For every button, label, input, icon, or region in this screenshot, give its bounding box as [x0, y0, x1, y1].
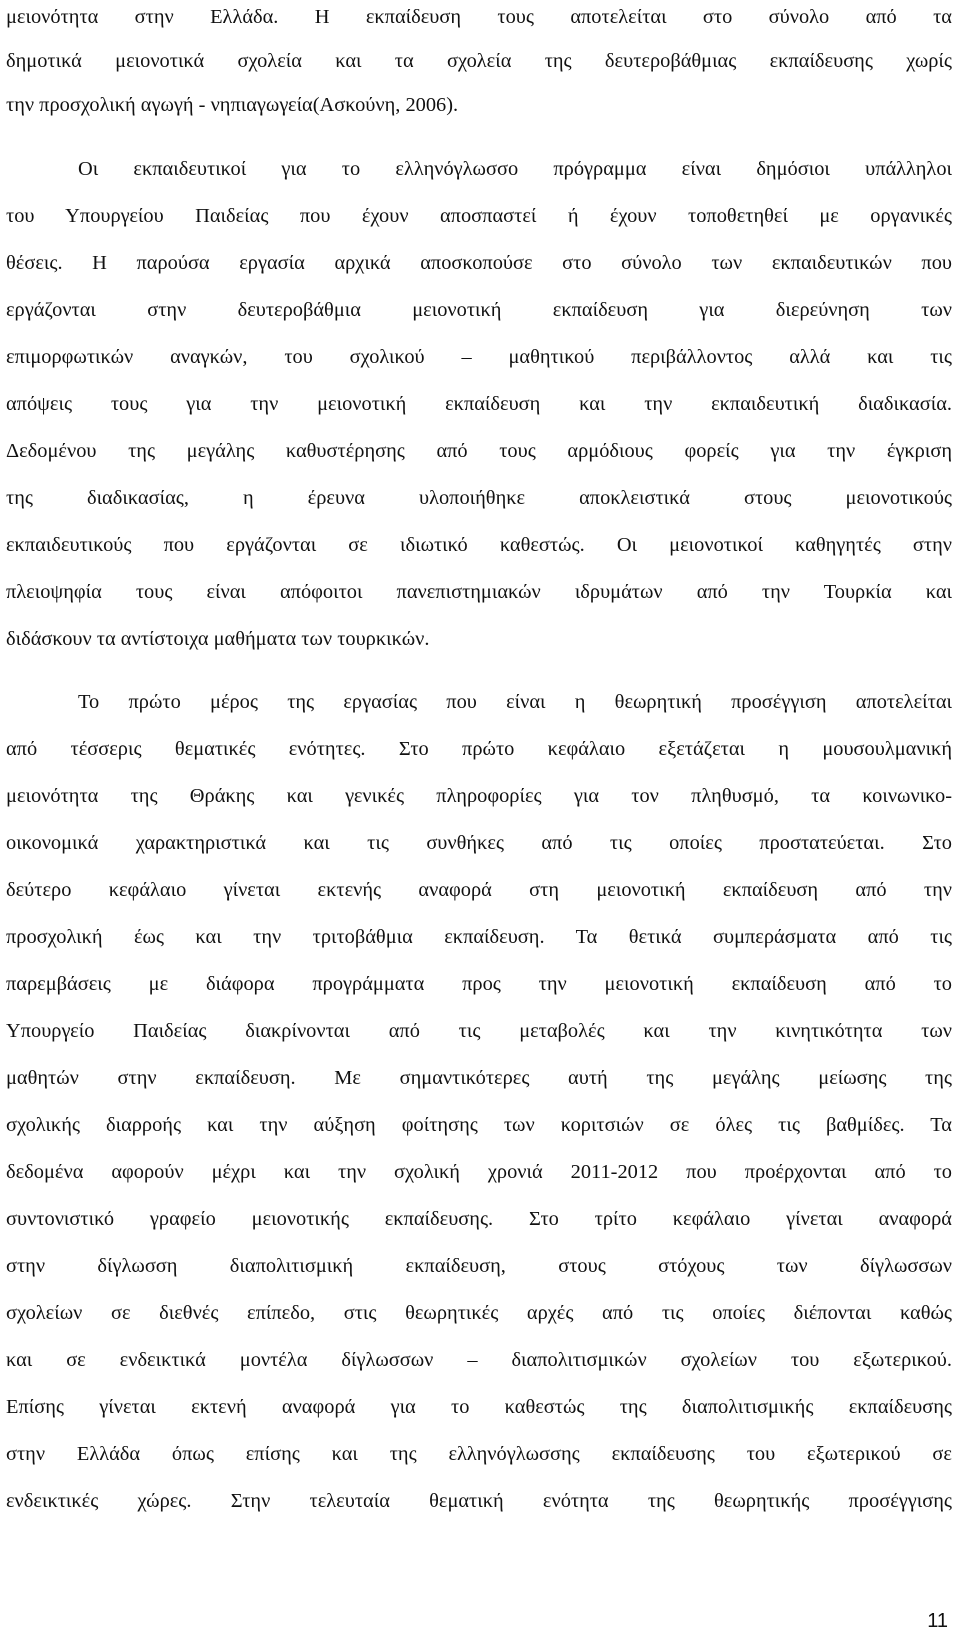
paragraph-3-line-14: σχολείων σε διεθνές επίπεδο, στις θεωρητικές αρχές από τις οποίες διέπονται καθώς [6, 1302, 952, 1324]
paragraph-3-line-7: παρεμβάσεις με διάφορα προγράμματα προς την μειονοτική εκπαίδευση από το [6, 973, 952, 995]
page-number: 11 [927, 1610, 948, 1632]
paragraph-2-line-3: θέσεις. Η παρούσα εργασία αρχικά αποσκοπούσε στο σύνολο των εκπαιδευτικών που [6, 252, 952, 274]
paragraph-2-line-1: Οι εκπαιδευτικοί για το ελληνόγλωσσο πρόγραμμα είναι δημόσιοι υπάλληλοι [78, 158, 952, 180]
paragraph-3-line-15: και σε ενδεικτικά μοντέλα δίγλωσσων – διαπολιτισμικών σχολείων του εξωτερικού. [6, 1349, 952, 1371]
paragraph-3-line-17: στην Ελλάδα όπως επίσης και της ελληνόγλωσσης εκπαίδευσης του εξωτερικού σε [6, 1443, 952, 1465]
paragraph-3-line-3: μειονότητα της Θράκης και γενικές πληροφορίες για τον πληθυσμό, τα κοινωνικο- [6, 785, 952, 807]
paragraph-2-line-6: απόψεις τους για την μειονοτική εκπαίδευση και την εκπαιδευτική διαδικασία. [6, 393, 952, 415]
paragraph-3-line-9: μαθητών στην εκπαίδευση. Με σημαντικότερες αυτή της μεγάλης μείωσης της [6, 1067, 952, 1089]
paragraph-3-line-12: συντονιστικό γραφείο μειονοτικής εκπαίδευσης. Στο τρίτο κεφάλαιο γίνεται αναφορά [6, 1208, 952, 1230]
paragraph-2-line-11: διδάσκουν τα αντίστοιχα μαθήματα των τουρκικών. [6, 628, 430, 650]
paragraph-2-line-9: εκπαιδευτικούς που εργάζονται σε ιδιωτικό καθεστώς. Οι μειονοτικοί καθηγητές στην [6, 534, 952, 556]
paragraph-3-line-5: δεύτερο κεφάλαιο γίνεται εκτενής αναφορά στη μειονοτική εκπαίδευση από την [6, 879, 952, 901]
paragraph-1-line-1: μειονότητα στην Ελλάδα. Η εκπαίδευση τους αποτελείται στο σύνολο από τα [6, 6, 952, 28]
paragraph-3-line-11: δεδομένα αφορούν μέχρι και την σχολική χρονιά 2011-2012 που προέρχονται από το [6, 1161, 952, 1183]
paragraph-2-line-2: του Υπουργείου Παιδείας που έχουν αποσπαστεί ή έχουν τοποθετηθεί με οργανικές [6, 205, 952, 227]
paragraph-2-line-10: πλειοψηφία τους είναι απόφοιτοι πανεπιστημιακών ιδρυμάτων από την Τουρκία και [6, 581, 952, 603]
paragraph-3-line-10: σχολικής διαρροής και την αύξηση φοίτησης των κοριτσιών σε όλες τις βαθμίδες. Τα [6, 1114, 952, 1136]
paragraph-1-line-2: δημοτικά μειονοτικά σχολεία και τα σχολεία της δευτεροβάθμιας εκπαίδευσης χωρίς [6, 50, 952, 72]
paragraph-2-line-4: εργάζονται στην δευτεροβάθμια μειονοτική εκπαίδευση για διερεύνηση των [6, 299, 952, 321]
paragraph-3-line-13: στην δίγλωσση διαπολιτισμική εκπαίδευση, στους στόχους των δίγλωσσων [6, 1255, 952, 1277]
paragraph-3-line-6: προσχολική έως και την τριτοβάθμια εκπαίδευση. Τα θετικά συμπεράσματα από τις [6, 926, 952, 948]
paragraph-2-line-8: της διαδικασίας, η έρευνα υλοποιήθηκε αποκλειστικά στους μειονοτικούς [6, 487, 952, 509]
paragraph-2-line-7: Δεδομένου της μεγάλης καθυστέρησης από τους αρμόδιους φορείς για την έγκριση [6, 440, 952, 462]
paragraph-3-line-18: ενδεικτικές χώρες. Στην τελευταία θεματική ενότητα της θεωρητικής προσέγγισης [6, 1490, 952, 1512]
paragraph-3-line-8: Υπουργείο Παιδείας διακρίνονται από τις μεταβολές και την κινητικότητα των [6, 1020, 952, 1042]
paragraph-1-line-3: την προσχολική αγωγή - νηπιαγωγεία(Ασκούνη, 2006). [6, 94, 459, 116]
paragraph-3-line-1: Το πρώτο μέρος της εργασίας που είναι η θεωρητική προσέγγιση αποτελείται [78, 691, 952, 713]
paragraph-3-line-4: οικονομικά χαρακτηριστικά και τις συνθήκες από τις οποίες προστατεύεται. Στο [6, 832, 952, 854]
paragraph-2-line-5: επιμορφωτικών αναγκών, του σχολικού – μαθητικού περιβάλλοντος αλλά και τις [6, 346, 952, 368]
paragraph-3-line-2: από τέσσερις θεματικές ενότητες. Στο πρώτο κεφάλαιο εξετάζεται η μουσουλμανική [6, 738, 952, 760]
paragraph-3-line-16: Επίσης γίνεται εκτενή αναφορά για το καθεστώς της διαπολιτισμικής εκπαίδευσης [6, 1396, 952, 1418]
